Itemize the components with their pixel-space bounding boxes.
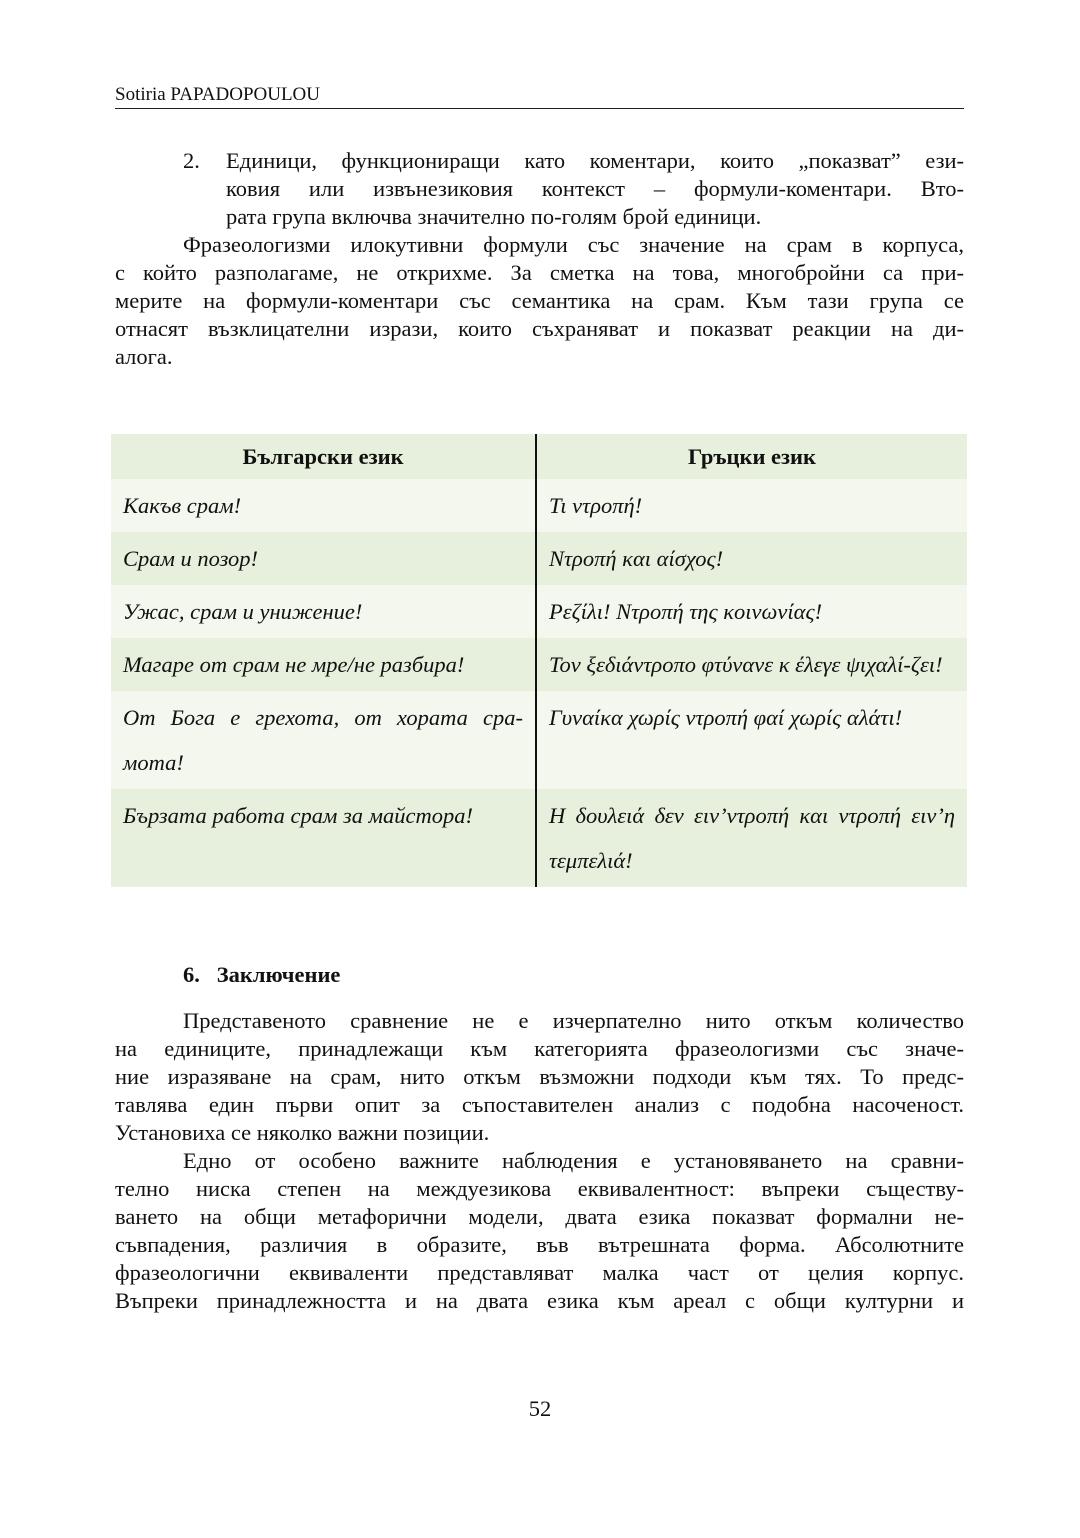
table-cell: Бързата работа срам за майстора!	[111, 789, 536, 887]
column-header: Български език	[111, 434, 536, 479]
table-cell: Срам и позор!	[111, 532, 536, 585]
running-header: Sotiria PAPADOPOULOU	[115, 84, 964, 109]
text-line: телно ниска степен на междуезикова еквивалентност: въпреки съществу-	[115, 1176, 964, 1201]
table-cell: Τι ντροπή!	[549, 493, 643, 518]
text-line: Единици, функциониращи като коментари, които „показват” ези-	[226, 148, 964, 173]
page-number: 52	[528, 1396, 552, 1421]
table-cell: Ρεζίλι! Ντροπή της κοινωνίας!	[549, 599, 823, 624]
text-line: съвпадения, различия в образите, във вътрешната форма. Абсолютните	[115, 1232, 964, 1257]
text-line: Въпреки принадлежността и на двата езика към ареал с общи културни и	[115, 1288, 964, 1313]
paragraph-3	[115, 1147, 964, 1315]
text-line: отнасят възклицателни изрази, които съхраняват и показват реакции на ди-	[115, 316, 964, 341]
column-header: Гръцки език	[687, 444, 816, 469]
table-row	[111, 585, 967, 638]
paragraph-1	[115, 231, 964, 371]
text-line: алога.	[115, 344, 173, 369]
table-row	[111, 479, 967, 532]
text-line: на единиците, принадлежащи към категорията фразеологизми със значе-	[115, 1036, 964, 1061]
table-cell: Γυναίκα χωρίς ντροπή φαί χωρίς αλάτι!	[549, 705, 903, 730]
text-line: фразеологични еквиваленти представляват малка част от целия корпус.	[115, 1260, 964, 1285]
table-cell: Ужас, срам и унижение!	[111, 585, 536, 638]
section-title: Заключение	[216, 962, 341, 987]
phrase-table	[111, 434, 967, 887]
text-line: мерите на формули-коментари със семантика на срам. Към тази група се	[115, 288, 964, 313]
text-line: Едно от особено важните наблюдения е установяването на сравни-	[183, 1148, 964, 1173]
text-line: ние изразяване на срам, нито откъм възможни подходи към тях. То предс-	[115, 1064, 964, 1089]
table-row	[111, 638, 967, 691]
text-line: Фразеологизми илокутивни формули със значение на срам в корпуса,	[183, 232, 964, 257]
table-cell: Магаре от срам не мре/не разбира!	[111, 638, 536, 691]
list-item-2	[183, 147, 964, 231]
paragraph-2	[115, 1007, 964, 1147]
text-line: с който разполагаме, не открихме. За сметка на това, многобройни са при-	[115, 260, 964, 285]
table-row	[111, 691, 967, 789]
table-row	[111, 532, 967, 585]
table-cell: Ντροπή και αίσχος!	[549, 546, 724, 571]
section-number: 6.	[183, 962, 200, 987]
text-line: Представеното сравнение не е изчерпателно нито откъм количество	[183, 1008, 964, 1033]
table-cell: Η δουλειά δεν ειν’ντροπή και ντροπή ειν’η τεμπελιά!	[549, 803, 955, 873]
section-heading	[183, 962, 340, 988]
table-cell: Τον ξεδιάντροπο φτύνανε κ έλεγε ψιχαλί-ζει!	[549, 652, 943, 677]
text-line: ването на общи метафорични модели, двата езика показват формални не-	[115, 1204, 964, 1229]
table-row	[111, 789, 967, 887]
text-line: ковия или извънезиковия контекст – формули-коментари. Вто-	[226, 176, 964, 201]
list-number: 2.	[183, 148, 200, 173]
table-header-row	[111, 434, 967, 479]
table-cell: Какъв срам!	[111, 479, 536, 532]
text-line: Установиха се няколко важни позиции.	[115, 1120, 490, 1145]
text-line: рата група включва значително по-голям брой единици.	[226, 204, 762, 229]
text-line: тавлява един първи опит за съпоставителен анализ с подобна насоченост.	[115, 1092, 964, 1117]
table-cell: От Бога е грехота, от хората сра-мота!	[111, 691, 536, 789]
